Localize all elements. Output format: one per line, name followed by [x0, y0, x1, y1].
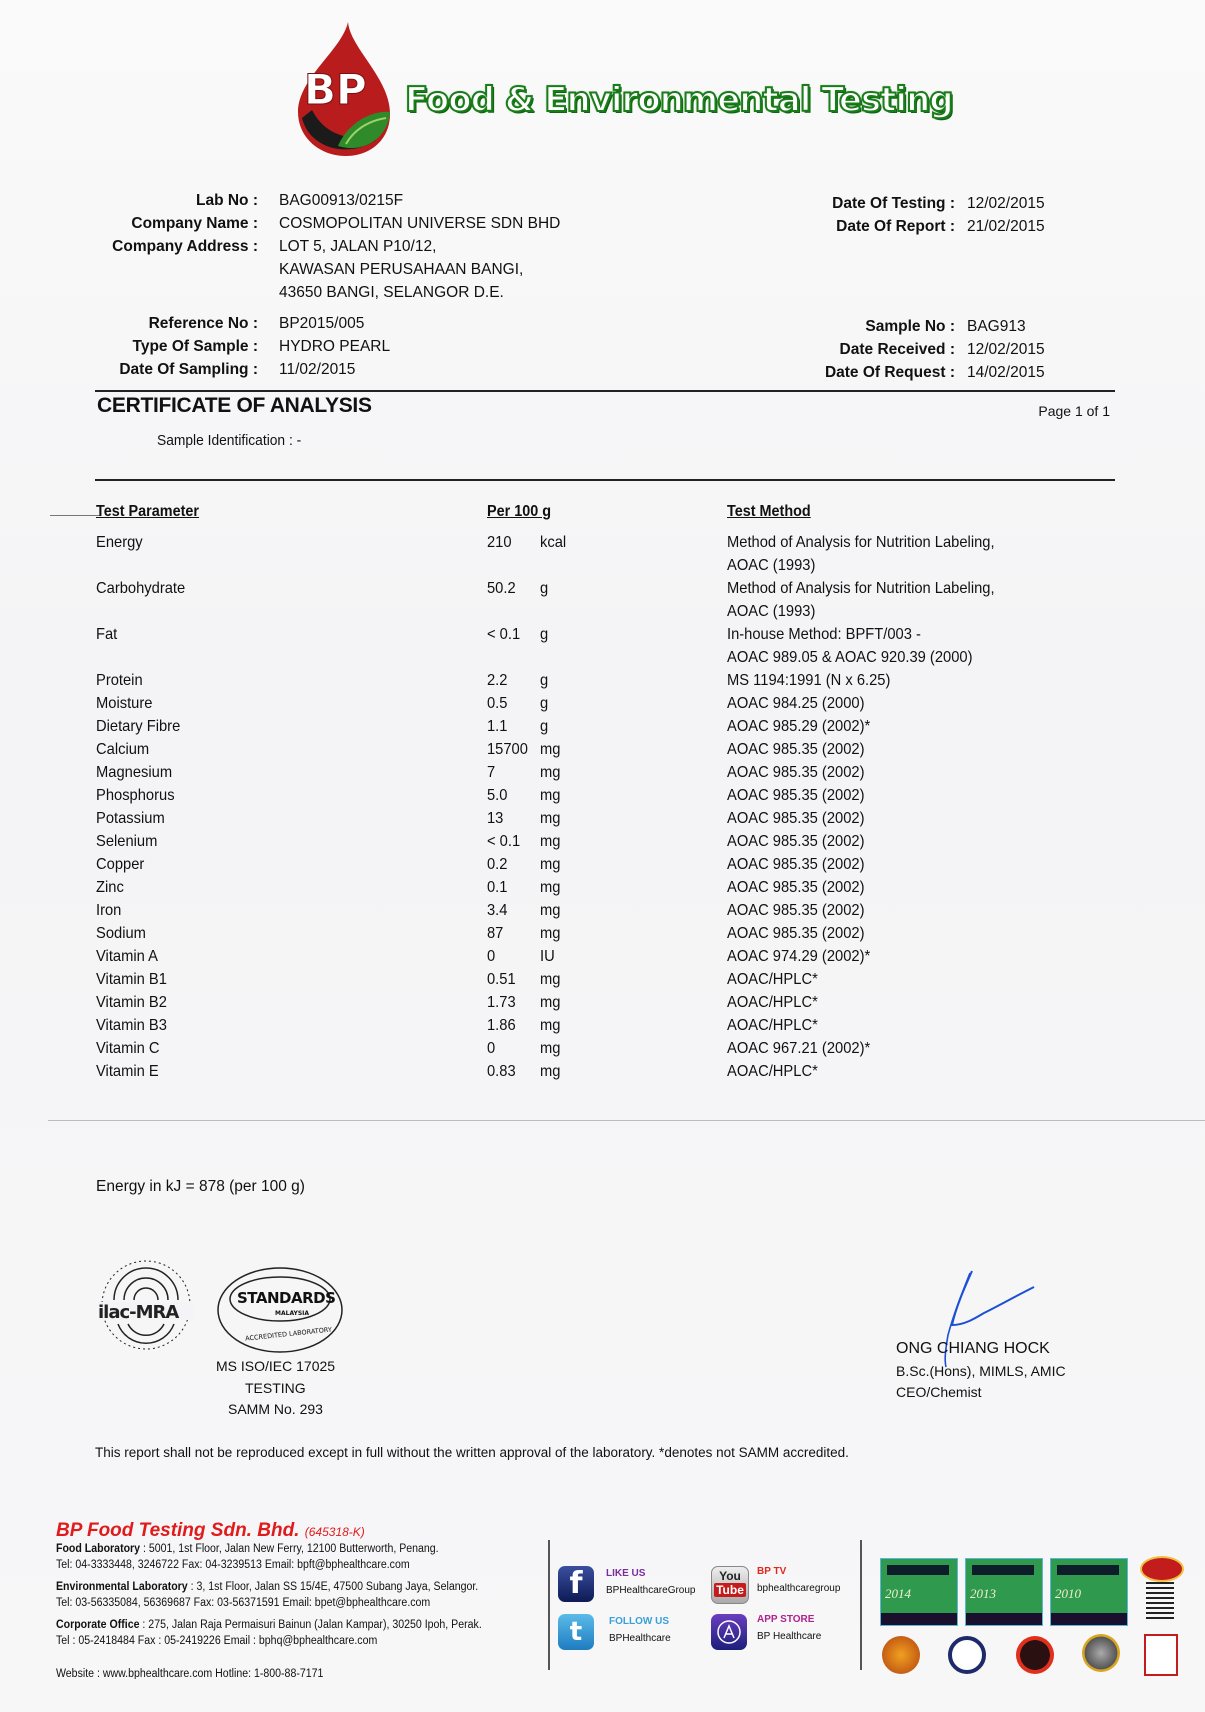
award-seal-icon: [1082, 1634, 1120, 1672]
result-value: 2.2: [487, 672, 508, 689]
test-method: Method of Analysis for Nutrition Labeling,: [727, 580, 995, 597]
table-row: [0, 764, 1205, 786]
youtube-icon[interactable]: You Tube: [711, 1566, 749, 1604]
logo-title: Food & Environmental Testing: [405, 80, 953, 120]
footer-website: Website : www.bphealthcare.com Hotline: 1-800-88-7171: [56, 1668, 324, 1679]
test-method-continued: AOAC (1993): [727, 603, 816, 620]
result-unit: mg: [540, 833, 561, 850]
result-unit: mg: [540, 1063, 561, 1080]
reference-no-value: BP2015/005: [279, 315, 365, 332]
blood-drop-leaf-icon: [290, 18, 402, 158]
result-value: 3.4: [487, 902, 508, 919]
test-method: AOAC 985.29 (2002)*: [727, 718, 871, 735]
result-unit: mg: [540, 879, 561, 896]
parameter-name: Iron: [96, 902, 122, 919]
result-value: 5.0: [487, 787, 508, 804]
result-value: 1.1: [487, 718, 508, 735]
parameter-name: Vitamin B1: [96, 971, 167, 988]
svg-text:MALAYSIA: MALAYSIA: [275, 1310, 310, 1317]
sample-identification: Sample Identification : -: [157, 432, 302, 449]
result-value: 210: [487, 534, 512, 551]
test-method: AOAC 985.35 (2002): [727, 856, 865, 873]
company-name-label: Company Name :: [131, 215, 258, 232]
social-follow-us[interactable]: [609, 1616, 671, 1644]
table-row: [0, 833, 1205, 855]
date-received-label: Date Received :: [839, 341, 955, 358]
table-row: [0, 1040, 1205, 1062]
fold-line: [50, 515, 100, 516]
award-seal-icon: [882, 1636, 920, 1674]
test-method-continued: AOAC 989.05 & AOAC 920.39 (2000): [727, 649, 973, 666]
type-of-sample-label: Type Of Sample :: [132, 338, 258, 355]
table-row: [0, 695, 1205, 717]
social-heading: LIKE US: [606, 1568, 646, 1579]
result-value: 87: [487, 925, 504, 942]
svg-text:ilac-MRA: ilac-MRA: [98, 1302, 179, 1323]
result-unit: g: [540, 672, 549, 689]
fold-crease: [48, 1120, 1205, 1121]
result-unit: kcal: [540, 534, 567, 551]
footer-divider-1: [548, 1540, 550, 1670]
signature: [930, 1265, 1050, 1375]
award-seal-icon: [948, 1636, 986, 1674]
test-method: AOAC 985.35 (2002): [727, 833, 865, 850]
parameter-name: Zinc: [96, 879, 124, 896]
parameter-name: Calcium: [96, 741, 150, 758]
footer-contact: Tel : 05-2418484 Fax : 05-2419226 Email : bphq@bphealthcare.com: [56, 1635, 378, 1647]
result-unit: mg: [540, 1017, 561, 1034]
result-unit: g: [540, 718, 549, 735]
test-method: Method of Analysis for Nutrition Labeling,: [727, 534, 995, 551]
address-text: : 5001, 1st Floor, Jalan New Ferry, 12100 Butterworth, Penang.: [140, 1543, 439, 1555]
table-row: [0, 787, 1205, 809]
date-of-testing-value: 12/02/2015: [967, 195, 1045, 212]
result-value: < 0.1: [487, 833, 521, 850]
parameter-name: Dietary Fibre: [96, 718, 181, 735]
company-address-line-3: 43650 BANGI, SELANGOR D.E.: [279, 284, 504, 301]
table-row: [0, 925, 1205, 947]
award-badge: [880, 1558, 958, 1626]
disclaimer: This report shall not be reproduced except in full without the written approval of the laboratory. *denotes not SAMM accredited.: [95, 1445, 849, 1460]
table-row: [0, 718, 1205, 740]
test-method: In-house Method: BPFT/003 -: [727, 626, 921, 643]
test-method: AOAC/HPLC*: [727, 1063, 818, 1080]
test-method: MS 1194:1991 (N x 6.25): [727, 672, 891, 689]
header-test-method: Test Method: [727, 503, 811, 520]
parameter-name: Sodium: [96, 925, 146, 942]
table-row: [0, 879, 1205, 901]
sample-no-value: BAG913: [967, 318, 1026, 335]
test-method: AOAC 985.35 (2002): [727, 787, 865, 804]
result-value: 50.2: [487, 580, 516, 597]
svg-text:ACCREDITED LABORATORY: ACCREDITED LABORATORY: [244, 1325, 333, 1343]
company-name-value: COSMOPOLITAN UNIVERSE SDN BHD: [279, 215, 561, 232]
test-method: AOAC 974.29 (2002)*: [727, 948, 871, 965]
result-unit: mg: [540, 971, 561, 988]
reference-no-label: Reference No :: [148, 315, 258, 332]
award-year: 2014: [885, 1586, 911, 1601]
test-method: AOAC 985.35 (2002): [727, 741, 865, 758]
parameter-name: Copper: [96, 856, 145, 873]
result-unit: mg: [540, 994, 561, 1011]
result-unit: g: [540, 695, 549, 712]
type-of-sample-value: HYDRO PEARL: [279, 338, 391, 355]
test-method: AOAC 985.35 (2002): [727, 810, 865, 827]
test-method: AOAC/HPLC*: [727, 994, 818, 1011]
social-handle: BPHealthcare: [609, 1633, 671, 1644]
company-name: BP Food Testing Sdn. Bhd.: [56, 1520, 300, 1541]
table-row: [0, 534, 1205, 574]
company-address-label: Company Address :: [112, 238, 258, 255]
address-label: Corporate Office: [56, 1619, 140, 1631]
result-value: 0.5: [487, 695, 508, 712]
result-unit: mg: [540, 787, 561, 804]
result-unit: mg: [540, 902, 561, 919]
test-method: AOAC 967.21 (2002)*: [727, 1040, 871, 1057]
result-value: 0: [487, 1040, 496, 1057]
date-of-request-value: 14/02/2015: [967, 364, 1045, 381]
company-address-line-2: KAWASAN PERUSAHAAN BANGI,: [279, 261, 524, 278]
table-row: [0, 1063, 1205, 1085]
test-method: AOAC 984.25 (2000): [727, 695, 865, 712]
table-row: [0, 948, 1205, 970]
parameter-name: Vitamin B3: [96, 1017, 167, 1034]
table-row: [0, 626, 1205, 666]
test-method: AOAC/HPLC*: [727, 1017, 818, 1034]
bp-logo: [290, 18, 402, 158]
footer-divider-2: [860, 1540, 862, 1670]
award-badge: [1050, 1558, 1128, 1626]
parameter-name: Moisture: [96, 695, 153, 712]
result-unit: mg: [540, 764, 561, 781]
test-method: AOAC 985.35 (2002): [727, 764, 865, 781]
award-emblem-oval: [1140, 1556, 1184, 1582]
parameter-name: Potassium: [96, 810, 165, 827]
footer-address: [56, 1619, 482, 1631]
social-handle: BP Healthcare: [757, 1631, 822, 1642]
parameter-name: Energy: [96, 534, 143, 551]
award-seal-icon: [1016, 1636, 1054, 1674]
footer-contact: Tel: 03-56335084, 56369687 Fax: 03-56371591 Email: bpet@bphealthcare.com: [56, 1597, 431, 1609]
address-label: Food Laboratory: [56, 1543, 141, 1555]
signatory-title: CEO/Chemist: [896, 1384, 982, 1400]
header-divider: [95, 390, 1115, 392]
award-year: 2013: [970, 1586, 996, 1601]
result-value: 0.1: [487, 879, 508, 896]
date-of-report-label: Date Of Report :: [836, 218, 955, 235]
social-heading: FOLLOW US: [609, 1616, 669, 1627]
result-unit: mg: [540, 741, 561, 758]
samm-number: SAMM No. 293: [228, 1401, 323, 1417]
footer-address: [56, 1543, 439, 1555]
result-value: 15700: [487, 741, 528, 758]
parameter-name: Vitamin B2: [96, 994, 167, 1011]
test-method-continued: AOAC (1993): [727, 557, 816, 574]
parameter-name: Carbohydrate: [96, 580, 186, 597]
date-received-value: 12/02/2015: [967, 341, 1045, 358]
result-value: 13: [487, 810, 504, 827]
energy-kj-note: Energy in kJ = 878 (per 100 g): [96, 1178, 305, 1195]
social-like-us[interactable]: [606, 1568, 696, 1596]
parameter-name: Vitamin A: [96, 948, 158, 965]
footer-company: [56, 1520, 365, 1542]
page-indicator: Page 1 of 1: [1038, 403, 1110, 419]
certificate-title: CERTIFICATE OF ANALYSIS: [97, 394, 372, 417]
social-heading: BP TV: [757, 1566, 787, 1577]
company-reg-no: (645318-K): [304, 1525, 365, 1539]
result-unit: g: [540, 580, 549, 597]
social-handle: BPHealthcareGroup: [606, 1585, 696, 1596]
result-unit: mg: [540, 810, 561, 827]
address-label: Environmental Laboratory: [56, 1581, 188, 1593]
sample-no-label: Sample No :: [865, 318, 955, 335]
social-app-store[interactable]: [757, 1614, 821, 1642]
svg-text:STANDARDS: STANDARDS: [237, 1289, 336, 1307]
table-row: [0, 672, 1205, 694]
table-row: [0, 971, 1205, 993]
standards-malaysia-logo: [215, 1265, 345, 1355]
footer-address: [56, 1581, 478, 1593]
result-unit: IU: [540, 948, 555, 965]
result-unit: mg: [540, 856, 561, 873]
date-of-sampling-label: Date Of Sampling :: [119, 361, 258, 378]
result-value: 0.83: [487, 1063, 516, 1080]
table-row: [0, 810, 1205, 832]
parameter-name: Magnesium: [96, 764, 173, 781]
signatory-name: ONG CHIANG HOCK: [896, 1340, 1050, 1357]
result-value: < 0.1: [487, 626, 521, 643]
lab-no-label: Lab No :: [196, 192, 258, 209]
result-unit: mg: [540, 925, 561, 942]
test-method: AOAC 985.35 (2002): [727, 902, 865, 919]
header-test-parameter: Test Parameter: [96, 503, 199, 520]
svg-text:BP: BP: [304, 65, 367, 114]
test-method: AOAC/HPLC*: [727, 971, 818, 988]
result-unit: mg: [540, 1040, 561, 1057]
social-heading: APP STORE: [757, 1614, 815, 1625]
signatory-qualifications: B.Sc.(Hons), MIMLS, AMIC: [896, 1363, 1066, 1379]
table-row: [0, 580, 1205, 620]
test-method: AOAC 985.35 (2002): [727, 879, 865, 896]
date-of-request-label: Date Of Request :: [824, 364, 955, 381]
address-text: : 275, Jalan Raja Permaisuri Bainun (Jalan Kampar), 30250 Ipoh, Perak.: [139, 1619, 482, 1631]
table-row: [0, 1017, 1205, 1039]
social-handle: bphealthcaregroup: [757, 1583, 841, 1594]
parameter-name: Protein: [96, 672, 143, 689]
company-address-value: LOT 5, JALAN P10/12,: [279, 238, 437, 255]
table-row: [0, 994, 1205, 1016]
award-badge: [965, 1558, 1043, 1626]
address-text: : 3, 1st Floor, Jalan SS 15/4E, 47500 Subang Jaya, Selangor.: [187, 1581, 479, 1593]
social-bp-tv[interactable]: [757, 1566, 840, 1594]
twitter-icon[interactable]: t: [558, 1614, 594, 1650]
result-value: 0: [487, 948, 496, 965]
result-value: 1.86: [487, 1017, 516, 1034]
result-value: 0.51: [487, 971, 516, 988]
result-unit: g: [540, 626, 549, 643]
date-of-sampling-value: 11/02/2015: [279, 361, 356, 378]
date-of-report-value: 21/02/2015: [967, 218, 1045, 235]
lab-no-value: BAG00913/0215F: [279, 192, 404, 209]
testing-label: TESTING: [245, 1380, 306, 1396]
test-method: AOAC 985.35 (2002): [727, 925, 865, 942]
facebook-icon[interactable]: f: [558, 1566, 594, 1602]
table-divider: [95, 479, 1115, 481]
footer-contact: Tel: 04-3333448, 3246722 Fax: 04-3239513 Email: bpft@bphealthcare.com: [56, 1559, 410, 1571]
parameter-name: Selenium: [96, 833, 158, 850]
iso-standard: MS ISO/IEC 17025: [216, 1358, 336, 1374]
award-year: 2010: [1055, 1586, 1081, 1601]
parameter-name: Phosphorus: [96, 787, 175, 804]
app-store-icon[interactable]: [711, 1614, 747, 1650]
table-row: [0, 902, 1205, 924]
table-row: [0, 741, 1205, 763]
header-per-100g: Per 100 g: [487, 503, 552, 520]
parameter-name: Vitamin E: [96, 1063, 159, 1080]
award-seal-icon: [1144, 1634, 1178, 1676]
parameter-name: Fat: [96, 626, 118, 643]
table-row: [0, 856, 1205, 878]
date-of-testing-label: Date Of Testing :: [832, 195, 955, 212]
ilac-mra-logo: [96, 1258, 196, 1353]
award-text-block: [1146, 1582, 1174, 1622]
parameter-name: Vitamin C: [96, 1040, 160, 1057]
result-value: 1.73: [487, 994, 516, 1011]
result-value: 0.2: [487, 856, 508, 873]
result-value: 7: [487, 764, 496, 781]
